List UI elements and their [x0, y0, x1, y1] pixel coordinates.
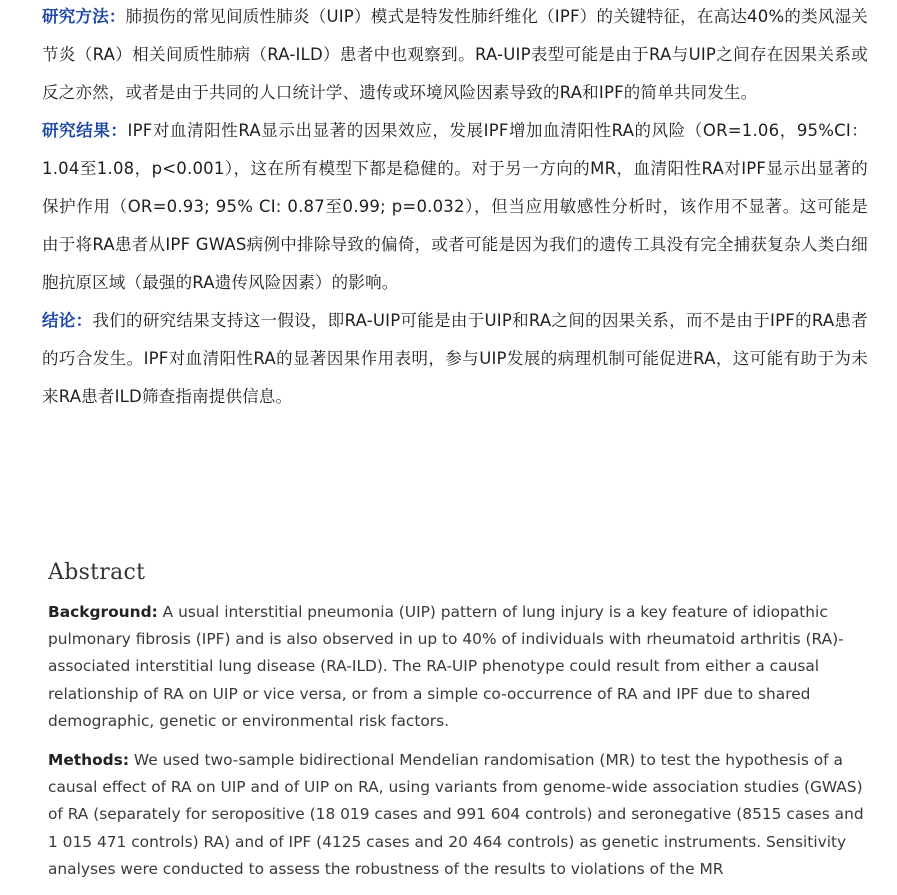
- chinese-conclusion-text: 我们的研究结果支持这一假设，即RA-UIP可能是由于UIP和RA之间的因果关系，而不是由于IPF的RA患者的巧合发生。IPF对血清阳性RA的显著因果作用表明，参与UIP发展的病理机制可能促进RA，这可能有助于为未来RA患者ILD筛查指南提供信息。: [42, 311, 868, 406]
- abstract-methods-text: We used two-sample bidirectional Mendelian randomisation (MR) to test the hypothesis of a causal effect of RA on UIP and of UIP on RA, using variants from genome-wide association studies (GWAS) of RA (separately for seropositive (18 019 cases and 991 604 controls) and seronegative (8515 cases and 1 015 471 controls) RA) and of IPF (4125 cases and 20 464 controls) as genetic instruments. Sensitivity analyses were conducted to assess the robustness of the results to violations of the MR: [48, 751, 864, 878]
- chinese-results-paragraph: [42, 112, 868, 302]
- abstract-background-label: Background:: [48, 603, 158, 621]
- chinese-conclusion-paragraph: [42, 302, 868, 416]
- chinese-conclusion-label: 结论：: [42, 311, 93, 330]
- abstract-heading: Abstract: [48, 560, 146, 585]
- abstract-methods-paragraph: [48, 747, 878, 883]
- abstract-methods-label: Methods:: [48, 751, 129, 770]
- chinese-methods-label: 研究方法：: [42, 7, 126, 26]
- chinese-results-label: 研究结果：: [42, 121, 128, 140]
- chinese-results-text: IPF对血清阳性RA显示出显著的因果效应，发展IPF增加血清阳性RA的风险（OR=1.06，95%CI：1.04至1.08，p<0.001），这在所有模型下都是稳健的。对于另一方向的MR，血清阳性RA对IPF显示出显著的保护作用（OR=0.93; 95% CI: 0.87至0.99; p=0.032），但当应用敏感性分析时，该作用不显著。这可能是由于将RA患者从IPF GWAS病例中排除导致的偏倚，或者可能是因为我们的遗传工具没有完全捕获复杂人类白细胞抗原区域（最强的RA遗传风险因素）的影响。: [42, 121, 868, 292]
- abstract-background-paragraph: [48, 599, 878, 735]
- abstract-background-text: A usual interstitial pneumonia (UIP) pattern of lung injury is a key feature of idiopathic pulmonary fibrosis (IPF) and is also observed in up to 40% of individuals with rheumatoid arthritis (RA)-associated interstitial lung disease (RA-ILD). The RA-UIP phenotype could result from either a causal relationship of RA on UIP or vice versa, or from a simple co-occurrence of RA and IPF due to shared demographic, genetic or environmental risk factors.: [48, 603, 844, 730]
- english-abstract: [48, 560, 878, 895]
- chinese-methods-text: 肺损伤的常见间质性肺炎（UIP）模式是特发性肺纤维化（IPF）的关键特征，在高达40%的类风湿关节炎（RA）相关间质性肺病（RA-ILD）患者中也观察到。RA-UIP表型可能是由于RA与UIP之间存在因果关系或反之亦然，或者是由于共同的人口统计学、遗传或环境风险因素导致的RA和IPF的简单共同发生。: [42, 7, 868, 102]
- chinese-summary: [42, 0, 868, 416]
- chinese-methods-paragraph: [42, 0, 868, 112]
